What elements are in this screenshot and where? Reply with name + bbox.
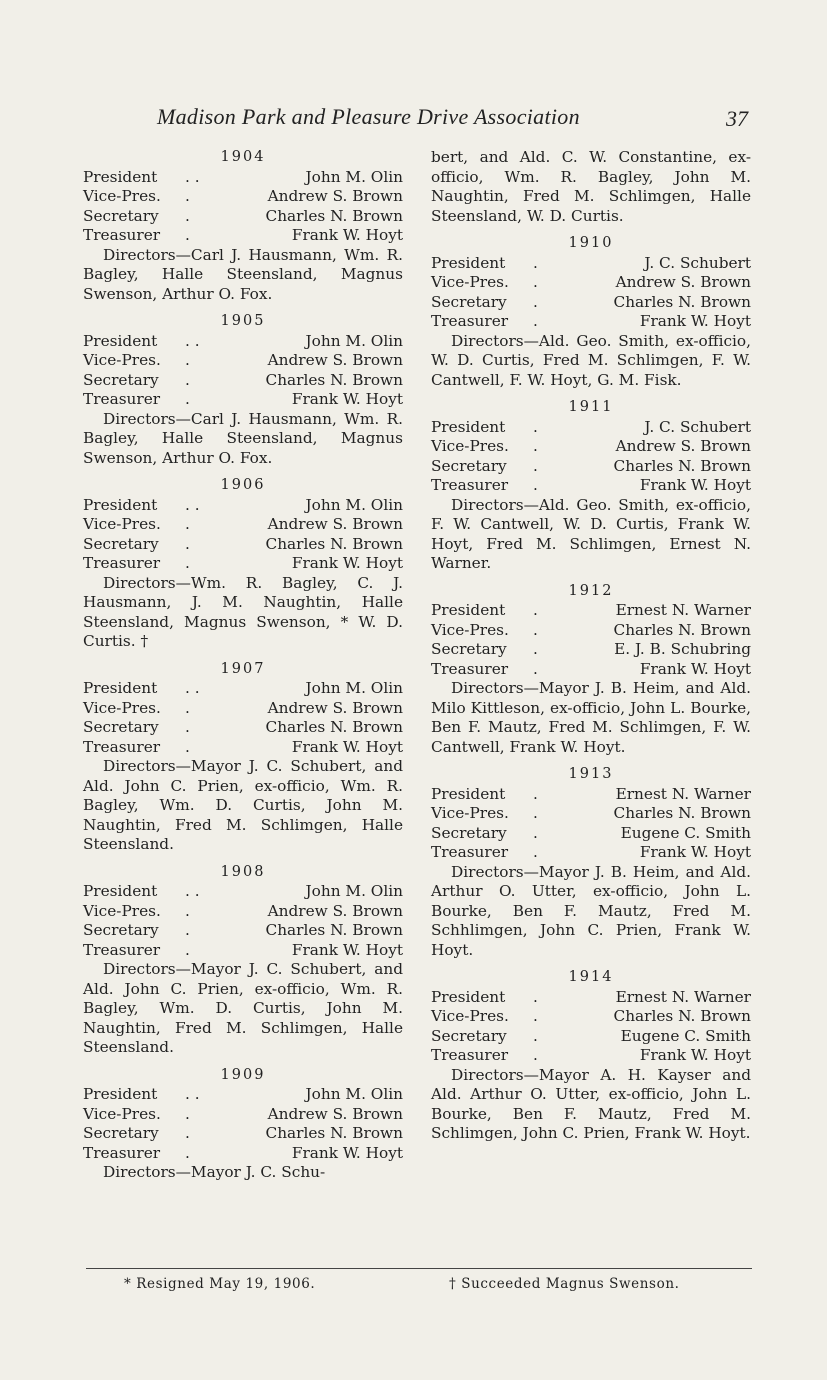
officer-leader-dots: .: [533, 273, 538, 291]
officer-role: President: [431, 253, 506, 272]
officer-leader-dots: .: [533, 620, 538, 639]
officer-name: Charles N. Brown: [265, 1124, 403, 1142]
officer-name: Eugene C. Smith: [620, 823, 751, 842]
officer-role: Secretary: [431, 1026, 507, 1045]
officer-row: [83, 390, 403, 410]
officer-leader-dots: .: [185, 901, 190, 920]
officer-leader-dots: .: [533, 987, 538, 1006]
officer-name: Ernest N. Warner: [615, 784, 751, 803]
officer-name: Frank W. Hoyt: [291, 226, 403, 244]
officer-leader-dots: .: [185, 921, 190, 939]
officer-name: Charles N. Brown: [613, 804, 751, 822]
officer-row: [83, 226, 403, 246]
directors-list: Directors—Mayor J. C. Schu-: [103, 1163, 326, 1181]
officer-leader-dots: . .: [185, 495, 200, 514]
officer-name: J. C. Schubert: [644, 253, 751, 272]
officer-leader-dots: .: [533, 476, 538, 494]
officer-role: Vice-Pres.: [83, 351, 161, 369]
officer-leader-dots: .: [533, 1046, 538, 1064]
officer-row: [431, 1007, 751, 1027]
officer-role: President: [83, 331, 158, 350]
officer-name: Charles N. Brown: [613, 620, 751, 639]
officer-row: [83, 168, 403, 188]
officer-row: [431, 437, 751, 457]
officer-row: [83, 207, 403, 227]
directors-list: Directors—Carl J. Hausmann, Wm. R. Bagley, Halle Steensland, Magnus Swenson, Arthur O. Fox.: [83, 245, 403, 303]
officer-row: [83, 496, 403, 516]
officer-row: [431, 418, 751, 438]
year-block-1907: [83, 660, 403, 855]
officer-leader-dots: .: [185, 1143, 190, 1162]
officer-leader-dots: .: [533, 456, 538, 475]
officer-role: Vice-Pres.: [83, 187, 161, 205]
officer-role: Vice-Pres.: [431, 804, 509, 822]
officer-row: [83, 515, 403, 535]
page-number: 37: [726, 106, 748, 131]
officer-name: Frank W. Hoyt: [639, 476, 751, 494]
directors-list: Directors—Ald. Geo. Smith, ex-officio, F. W. Cantwell, W. D. Curtis, Frank W. Hoyt, Fred M. Schlimgen, Ernest N. Warner.: [431, 495, 751, 572]
officer-row: [83, 882, 403, 902]
officer-name: Charles N. Brown: [613, 456, 751, 475]
year-heading: 1914: [568, 969, 614, 985]
officer-name: Charles N. Brown: [265, 718, 403, 736]
officer-row: [83, 699, 403, 719]
officer-role: Vice-Pres.: [431, 1007, 509, 1025]
officer-row: [431, 804, 751, 824]
officer-row: [83, 371, 403, 391]
officer-role: President: [431, 417, 506, 436]
officer-role: Vice-Pres.: [83, 698, 161, 717]
officer-role: President: [83, 1085, 158, 1103]
officer-leader-dots: .: [185, 351, 190, 369]
officer-leader-dots: .: [185, 515, 190, 533]
officer-name: Frank W. Hoyt: [639, 1046, 751, 1064]
officer-name: Andrew S. Brown: [267, 515, 403, 533]
officer-role: Secretary: [83, 1124, 159, 1142]
officer-row: [83, 941, 403, 961]
officer-leader-dots: .: [533, 437, 538, 455]
officer-role: President: [83, 167, 158, 186]
officer-role: President: [83, 882, 158, 900]
officer-name: Andrew S. Brown: [267, 1104, 403, 1123]
officer-leader-dots: .: [533, 417, 538, 436]
officer-name: Ernest N. Warner: [615, 601, 751, 619]
officer-role: Secretary: [83, 921, 159, 939]
officer-leader-dots: .: [533, 659, 538, 678]
year-heading: 1907: [220, 660, 266, 677]
officer-leader-dots: .: [185, 390, 190, 408]
officer-row: [431, 457, 751, 477]
officer-name: Andrew S. Brown: [267, 698, 403, 717]
officer-leader-dots: .: [533, 1007, 538, 1025]
officer-leader-dots: .: [185, 554, 190, 572]
officer-leader-dots: . .: [185, 882, 200, 900]
year-block-1904: [83, 148, 403, 304]
officer-leader-dots: .: [185, 698, 190, 717]
officer-name: Frank W. Hoyt: [639, 659, 751, 678]
officer-role: Vice-Pres.: [431, 437, 509, 455]
officer-role: Secretary: [431, 823, 507, 842]
officer-row: [431, 1046, 751, 1066]
officer-leader-dots: .: [533, 1026, 538, 1045]
officer-leader-dots: .: [185, 187, 190, 205]
officer-leader-dots: .: [185, 1124, 190, 1142]
officer-row: [431, 785, 751, 805]
officer-name: Andrew S. Brown: [615, 437, 751, 455]
footnote-resigned: * Resigned May 19, 1906.: [124, 1276, 316, 1292]
officer-role: President: [431, 784, 506, 803]
officer-name: Frank W. Hoyt: [639, 312, 751, 330]
officer-row: [83, 738, 403, 758]
officer-row: [83, 351, 403, 371]
officer-row: [431, 988, 751, 1008]
officer-row: [83, 902, 403, 922]
officer-role: Treasurer: [83, 226, 161, 244]
officer-name: John M. Olin: [305, 882, 403, 900]
officer-leader-dots: .: [185, 206, 190, 225]
officer-name: John M. Olin: [305, 679, 403, 697]
year-heading: 1906: [220, 477, 266, 493]
year-heading: 1909: [220, 1066, 266, 1083]
officer-name: Andrew S. Brown: [267, 187, 403, 205]
directors-list: Directors—Mayor J. C. Schubert, and Ald. John C. Prien, ex-officio, Wm. R. Bagley, Wm. D. Curtis, John M. Naughtin, Fred M. Schlimgen, Halle Steensland.: [83, 757, 403, 853]
officer-row: [431, 476, 751, 496]
officer-name: Frank W. Hoyt: [291, 737, 403, 756]
year-heading: 1911: [568, 399, 614, 415]
officer-name: Charles N. Brown: [265, 534, 403, 553]
officer-role: Secretary: [431, 292, 507, 311]
right-column: [431, 148, 751, 1152]
officer-leader-dots: .: [185, 370, 190, 389]
officer-role: President: [431, 601, 506, 619]
year-block-1905: [83, 312, 403, 468]
officer-leader-dots: .: [185, 718, 190, 736]
left-column: [83, 148, 403, 1191]
officer-name: Frank W. Hoyt: [291, 1143, 403, 1162]
officer-leader-dots: .: [533, 823, 538, 842]
officer-leader-dots: .: [185, 534, 190, 553]
year-block-1911: [431, 398, 751, 574]
officer-leader-dots: .: [533, 312, 538, 330]
officer-leader-dots: .: [185, 940, 190, 959]
officer-name: J. C. Schubert: [644, 417, 751, 436]
year-block-1913: [431, 765, 751, 960]
officer-name: Charles N. Brown: [613, 1007, 751, 1025]
officer-name: John M. Olin: [305, 167, 403, 186]
officer-row: [83, 718, 403, 738]
officer-role: Secretary: [431, 456, 507, 475]
officer-row: [83, 332, 403, 352]
officer-role: Vice-Pres.: [83, 515, 161, 533]
directors-list: Directors—Mayor J. B. Heim, and Ald. Arthur O. Utter, ex-officio, John L. Bourke, Ben F. Mautz, Fred M. Schhlimgen, John C. Prien, Frank W. Hoyt.: [431, 862, 751, 959]
officer-role: President: [83, 679, 158, 697]
officer-role: Treasurer: [431, 312, 509, 330]
officer-name: John M. Olin: [305, 331, 403, 350]
officer-row: [83, 1144, 403, 1164]
officer-role: Secretary: [431, 640, 507, 658]
year-block-1914: [431, 968, 751, 1144]
officer-leader-dots: .: [533, 292, 538, 311]
footnote-succeeded: † Succeeded Magnus Swenson.: [449, 1276, 680, 1292]
officer-leader-dots: .: [533, 253, 538, 272]
officer-name: Andrew S. Brown: [267, 901, 403, 920]
officer-row: [431, 601, 751, 621]
officer-role: President: [431, 987, 506, 1006]
year-heading: 1910: [568, 235, 614, 251]
officer-role: Vice-Pres.: [431, 620, 509, 639]
officer-role: Treasurer: [431, 843, 509, 861]
officer-role: Treasurer: [431, 659, 509, 678]
footnote-divider: [86, 1268, 752, 1269]
officer-leader-dots: .: [185, 737, 190, 756]
officer-role: Secretary: [83, 206, 159, 225]
officer-row: [431, 312, 751, 332]
year-block-1912: [431, 582, 751, 758]
officer-leader-dots: .: [533, 640, 538, 658]
officer-role: Treasurer: [83, 554, 161, 572]
officer-name: Andrew S. Brown: [267, 351, 403, 369]
year-heading: 1905: [220, 313, 266, 329]
officer-leader-dots: . .: [185, 679, 200, 697]
officer-role: Treasurer: [431, 476, 509, 494]
officer-row: [431, 640, 751, 660]
officer-role: Secretary: [83, 534, 159, 553]
officer-row: [431, 843, 751, 863]
year-heading: 1912: [568, 582, 614, 599]
year-block-1908: [83, 863, 403, 1058]
officer-leader-dots: . .: [185, 1085, 200, 1103]
officer-name: Frank W. Hoyt: [291, 554, 403, 572]
directors-list: Directors—Mayor J. B. Heim, and Ald. Milo Kittleson, ex-officio, John L. Bourke, Ben F. Mautz, Fred M. Schlimgen, F. W. Cantwell, Frank W. Hoyt.: [431, 679, 751, 756]
officer-role: Vice-Pres.: [83, 901, 161, 920]
officer-role: Treasurer: [431, 1046, 509, 1064]
directors-list: Directors—Ald. Geo. Smith, ex-officio, W. D. Curtis, Fred M. Schlimgen, F. W. Cantwell, F. W. Hoyt, G. M. Fisk.: [431, 331, 751, 389]
officer-row: [431, 273, 751, 293]
officer-role: Treasurer: [83, 940, 161, 959]
officer-row: [431, 621, 751, 641]
officer-row: [431, 254, 751, 274]
directors-list: Directors—Wm. R. Bagley, C. J. Hausmann, J. M. Naughtin, Halle Steensland, Magnus Swenson, * W. D. Curtis. †: [83, 573, 403, 650]
officer-row: [431, 293, 751, 313]
officer-role: Treasurer: [83, 737, 161, 756]
officer-role: Treasurer: [83, 1143, 161, 1162]
officer-name: Andrew S. Brown: [615, 273, 751, 291]
officer-role: Vice-Pres.: [83, 1104, 161, 1123]
officer-name: Charles N. Brown: [613, 292, 751, 311]
running-header-title: Madison Park and Pleasure Drive Association: [157, 104, 580, 129]
officer-leader-dots: . .: [185, 167, 200, 186]
officer-role: Treasurer: [83, 390, 161, 408]
officer-row: [83, 554, 403, 574]
year-heading: 1908: [220, 863, 266, 880]
officer-row: [83, 921, 403, 941]
officer-leader-dots: .: [533, 804, 538, 822]
year-heading: 1904: [220, 149, 266, 165]
directors-list: Directors—Mayor J. C. Schubert, and Ald. John C. Prien, ex-officio, Wm. R. Bagley, Wm. D. Curtis, John M. Naughtin, Fred M. Schlimgen, Halle Steensland.: [83, 960, 403, 1056]
officer-role: President: [83, 495, 158, 514]
officer-row: [83, 679, 403, 699]
officer-role: Secretary: [83, 370, 159, 389]
officer-row: [431, 660, 751, 680]
year-block-1906: [83, 476, 403, 652]
officer-row: [431, 824, 751, 844]
officer-role: Vice-Pres.: [431, 273, 509, 291]
officer-name: Frank W. Hoyt: [639, 843, 751, 861]
officer-leader-dots: .: [533, 784, 538, 803]
officer-row: [83, 1105, 403, 1125]
year-heading: 1913: [568, 766, 614, 782]
officer-role: Secretary: [83, 718, 159, 736]
officer-leader-dots: .: [533, 843, 538, 861]
directors-list: Directors—Mayor A. H. Kayser and Ald. Arthur O. Utter, ex-officio, John L. Bourke, Ben F. Mautz, Fred M. Schlimgen, John C. Prien, Frank W. Hoyt.: [431, 1065, 751, 1142]
officer-name: Charles N. Brown: [265, 370, 403, 389]
directors-list: Directors—Carl J. Hausmann, Wm. R. Bagley, Halle Steensland, Magnus Swenson, Arthur O. Fox.: [83, 409, 403, 467]
officer-leader-dots: .: [185, 1104, 190, 1123]
officer-name: Eugene C. Smith: [620, 1026, 751, 1045]
officer-name: John M. Olin: [305, 495, 403, 514]
officer-row: [83, 535, 403, 555]
officer-name: John M. Olin: [305, 1085, 403, 1103]
officer-name: Ernest N. Warner: [615, 987, 751, 1006]
continued-directors-text: bert, and Ald. C. W. Constantine, ex-officio, Wm. R. Bagley, John M. Naughtin, Fred M. Schlimgen, Halle Steensland, W. D. Curtis.: [431, 148, 751, 225]
officer-name: Frank W. Hoyt: [291, 940, 403, 959]
officer-row: [83, 1085, 403, 1105]
officer-name: Charles N. Brown: [265, 921, 403, 939]
officer-row: [83, 187, 403, 207]
officer-leader-dots: .: [185, 226, 190, 244]
officer-leader-dots: .: [533, 601, 538, 619]
officer-name: E. J. B. Schubring: [614, 640, 751, 658]
year-block-1910: [431, 234, 751, 390]
officer-leader-dots: . .: [185, 331, 200, 350]
officer-row: [431, 1027, 751, 1047]
officer-row: [83, 1124, 403, 1144]
year-block-1909: [83, 1066, 403, 1183]
officer-name: Frank W. Hoyt: [291, 390, 403, 408]
officer-name: Charles N. Brown: [265, 206, 403, 225]
